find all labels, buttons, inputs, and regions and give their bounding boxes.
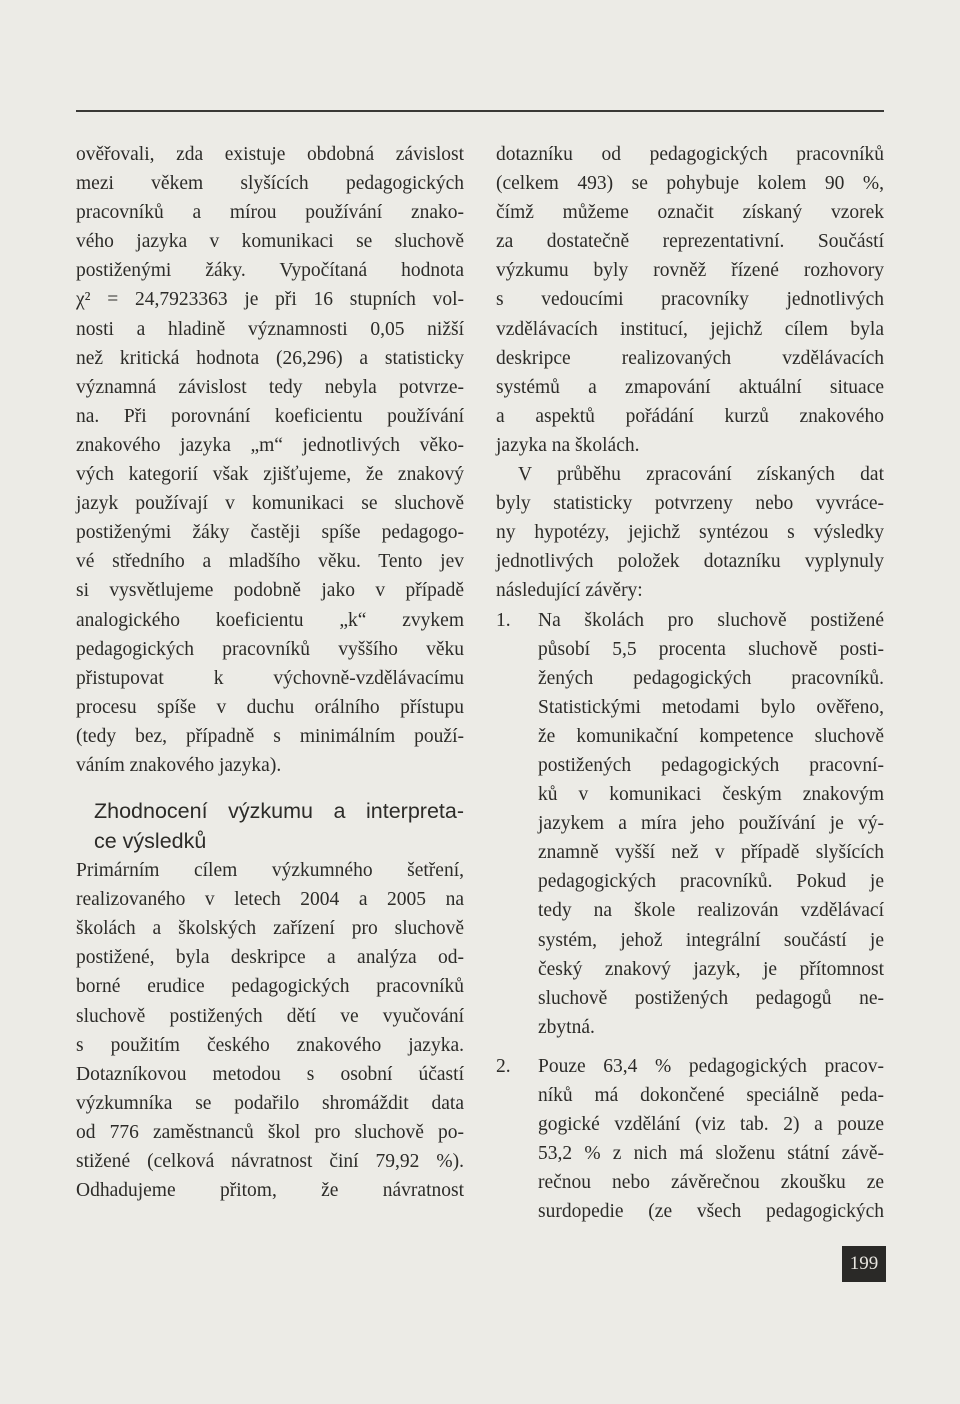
text-line: jazykem a míra jeho používání je vý- (538, 813, 884, 835)
text-line: následující závěry: (496, 580, 643, 602)
text-line: než kritická hodnota (26,296) a statisticky (76, 347, 464, 369)
paragraph-research-goal (76, 856, 464, 1205)
text-line: výzkumníka se podařilo shromáždit data (76, 1092, 464, 1114)
text-line: vého jazyka v komunikaci se sluchově (76, 231, 464, 253)
text-line: jazyk používají v komunikaci se sluchově (76, 493, 464, 515)
list-item (496, 1052, 884, 1227)
text-line: žených pedagogických pracovníků. (538, 667, 884, 689)
text-line: postiženými žáky častěji spíše pedagogo- (76, 522, 464, 544)
text-line: analogického koeficientu „k“ zvykem (76, 609, 464, 631)
text-line: vé středního a mladšího věku. Tento jev (76, 551, 464, 573)
text-line: jazyka na školách. (496, 434, 640, 456)
text-line: deskripce realizovaných vzdělávacích (496, 347, 884, 369)
text-line: ků v komunikaci českým znakovým (538, 784, 884, 806)
text-line: nosti a hladině významnosti 0,05 nižší (76, 318, 464, 340)
text-line: znamně vyšší než v případě slyšících (538, 842, 884, 864)
list-number: 1. (496, 609, 511, 631)
text-line: si vysvětlujeme podobně jako v případě (76, 580, 464, 602)
section-heading (76, 796, 464, 856)
text-line: mezi věkem slyšících pedagogických (76, 173, 464, 195)
text-line: přistupovat k výchovně-vzdělávacímu (76, 667, 464, 689)
text-line: ce výsledků (94, 829, 207, 854)
text-line: školách a školských zařízení pro sluchově (76, 918, 464, 940)
text-line: Statistickými metodami bylo ověřeno, (538, 696, 884, 718)
text-line: χ² = 24,7923363 je při 16 stupních vol- (76, 289, 464, 311)
text-line: významná závislost tedy nebyla potvrze- (76, 376, 464, 398)
conclusions-list (496, 606, 884, 1227)
paragraph-conclusions-intro (496, 460, 884, 605)
text-line: Pouze 63,4 % pedagogických pracov- (538, 1055, 884, 1077)
text-line: s použitím českého znakového jazyka. (76, 1034, 464, 1056)
text-line: váním znakového jazyka). (76, 754, 282, 776)
text-line: Dotazníkovou metodou s osobní účastí (76, 1063, 464, 1085)
text-line: systém, jehož integrální součástí je (538, 929, 884, 951)
text-line: Na školách pro sluchově postižené (538, 609, 884, 631)
text-line: pracovníků a mírou používání znako- (76, 202, 464, 224)
text-line: V průběhu zpracování získaných dat (518, 464, 884, 486)
text-line: jednotlivých položek dotazníku vyplynuly (496, 551, 884, 573)
text-line: působí 5,5 procenta sluchově posti- (538, 638, 884, 660)
text-line: Odhadujeme přitom, že návratnost (76, 1180, 464, 1202)
text-line: výzkumu byly rovněž řízené rozhovory (496, 260, 884, 282)
text-line: zbytná. (538, 1016, 595, 1038)
text-line: surdopedie (ze všech pedagogických (538, 1201, 884, 1223)
text-line: (tedy bez, případně s minimálním použí- (76, 725, 464, 747)
paragraph-sample (496, 140, 884, 460)
text-line: stižené (celková návratnost činí 79,92 %). (76, 1151, 464, 1172)
text-line: čímž můžeme označit získaný vzorek (496, 202, 884, 224)
right-column (496, 140, 884, 1226)
text-line: borné erudice pedagogických pracovníků (76, 976, 464, 998)
text-line: sluchově postižených dětí ve vyučování (76, 1005, 464, 1027)
text-line: znakového jazyka „m“ jednotlivých věko- (76, 434, 464, 456)
text-line: ověřovali, zda existuje obdobná závislost (76, 144, 464, 165)
text-line: pedagogických pracovníků. Pokud je (538, 871, 884, 893)
text-line: procesu spíše v duchu orálního přístupu (76, 696, 464, 718)
text-line: systémů a zmapování aktuální situace (496, 376, 884, 398)
paragraph-chi-square (76, 140, 464, 780)
text-line: že komunikační kompetence sluchově (538, 725, 884, 747)
text-line: postižené, byla deskripce a analýza od- (76, 947, 464, 969)
text-line: postižených pedagogických pracovní- (538, 754, 884, 776)
text-line: Zhodnocení výzkumu a interpreta- (94, 799, 464, 824)
text-line: na. Při porovnání koeficientu používání (76, 405, 464, 427)
text-line: postiženými žáky. Vypočítaná hodnota (76, 260, 464, 282)
text-line: vých kategorií však zjišťujeme, že znakový (76, 464, 464, 486)
list-number: 2. (496, 1055, 511, 1077)
text-line: ny hypotézy, jejichž syntézou s výsledky (496, 522, 884, 544)
text-line: 53,2 % z nich má složenu státní závě- (538, 1143, 884, 1165)
list-item (496, 606, 884, 1042)
text-line: a aspektů pořádání kurzů znakového (496, 405, 884, 427)
text-line: za dostatečně reprezentativní. Součástí (496, 231, 884, 253)
text-line: níků má dokončené speciálně peda- (538, 1085, 884, 1106)
text-line: (celkem 493) se pohybuje kolem 90 %, (496, 173, 884, 195)
text-line: tedy na škole realizován vzdělávací (538, 900, 884, 922)
header-rule (76, 110, 884, 112)
list-item-text (538, 606, 884, 1042)
page-number: 199 (842, 1246, 886, 1282)
text-line: od 776 zaměstnanců škol pro sluchově po- (76, 1121, 464, 1143)
text-line: rečnou nebo závěrečnou zkoušku ze (538, 1172, 884, 1194)
text-line: pedagogických pracovníků vyššího věku (76, 638, 464, 660)
text-line: sluchově postižených pedagogů ne- (538, 987, 884, 1009)
text-line: byly statisticky potvrzeny nebo vyvráce- (496, 493, 884, 515)
text-line: český znakový jazyk, je přítomnost (538, 958, 884, 980)
text-line: gogické vzdělání (viz tab. 2) a pouze (538, 1114, 884, 1136)
text-line: vzdělávacích institucí, jejichž cílem byla (496, 318, 884, 340)
text-line: s vedoucími pracovníky jednotlivých (496, 289, 884, 311)
list-item-text (538, 1052, 884, 1227)
text-line: realizovaného v letech 2004 a 2005 na (76, 889, 464, 911)
text-line: dotazníku od pedagogických pracovníků (496, 144, 884, 165)
text-line: Primárním cílem výzkumného šetření, (76, 860, 464, 882)
left-column (76, 140, 464, 1205)
